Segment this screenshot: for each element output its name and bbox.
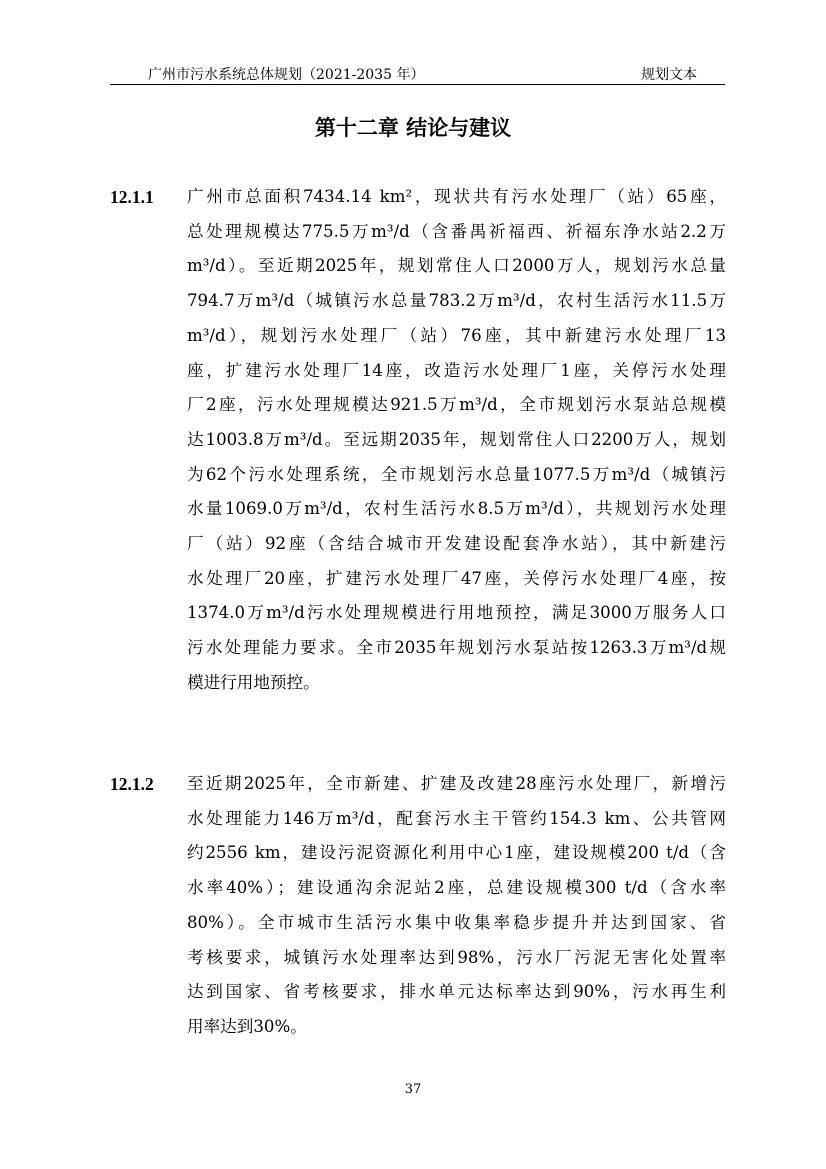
paragraph-line: 污水处理能力要求。全市2035年规划污水泵站按1263.3万m³/d规 bbox=[187, 638, 726, 658]
header-doc-type: 规划文本 bbox=[641, 67, 697, 83]
paragraph-line: 广州市总面积7434.14 km²，现状共有污水处理厂（站）65座， bbox=[187, 187, 726, 206]
section-number: 12.1.1 bbox=[110, 187, 154, 207]
paragraph-line: 用率达到30%。 bbox=[187, 1016, 307, 1036]
paragraph-line: 1374.0万m³/d污水处理规模进行用地预控，满足3000万服务人口 bbox=[187, 603, 726, 623]
paragraph-line: 总处理规模达775.5万m³/d（含番禺祈福西、祈福东净水站2.2万 bbox=[187, 221, 726, 241]
paragraph-line: 达到国家、省考核要求，排水单元达标率达到90%，污水再生利 bbox=[187, 982, 726, 1002]
page-header bbox=[110, 62, 725, 84]
paragraph-line: 模进行用地预控。 bbox=[187, 672, 320, 692]
paragraph-line: 水量1069.0万m³/d，农村生活污水8.5万m³/d），共规划污水处理 bbox=[187, 499, 726, 519]
header-title: 广州市污水系统总体规划（2021-2035 年） bbox=[148, 67, 425, 83]
paragraph-line: 考核要求，城镇污水处理率达到98%，污水厂污泥无害化处置率 bbox=[187, 947, 726, 967]
paragraph-line: 约2556 km，建设污泥资源化利用中心1座，建设规模200 t/d（含 bbox=[187, 843, 726, 863]
chapter-title: 第十二章 结论与建议 bbox=[314, 116, 512, 140]
paragraph-line: 厂（站）92座（含结合城市开发建设配套净水站），其中新建污 bbox=[187, 534, 726, 554]
paragraph-line: 厂2座，污水处理规模达921.5万m³/d，全市规划污水泵站总规模 bbox=[187, 395, 726, 415]
paragraph-line: 达1003.8万m³/d。至远期2035年，规划常住人口2200万人，规划 bbox=[187, 429, 726, 449]
paragraph-line: 至近期2025年，全市新建、扩建及改建28座污水处理厂，新增污 bbox=[187, 774, 726, 793]
paragraph-line: 座，扩建污水处理厂14座，改造污水处理厂1座，关停污水处理 bbox=[187, 360, 726, 380]
paragraph-line: m³/d）。至近期2025年，规划常住人口2000万人，规划污水总量 bbox=[187, 256, 726, 276]
paragraph-line: 为62个污水处理系统，全市规划污水总量1077.5万m³/d（城镇污 bbox=[187, 464, 726, 484]
section-paragraph bbox=[187, 180, 726, 701]
paragraph-line: 水率40%）；建设通沟余泥站2座，总建设规模300 t/d（含水率 bbox=[187, 878, 726, 898]
page-number: 37 bbox=[404, 1082, 422, 1097]
header-divider bbox=[110, 84, 725, 85]
paragraph-line: 794.7万m³/d（城镇污水总量783.2万m³/d，农村生活污水11.5万 bbox=[187, 291, 726, 311]
paragraph-line: 水处理厂20座，扩建污水处理厂47座，关停污水处理厂4座，按 bbox=[187, 568, 726, 588]
section-paragraph bbox=[187, 767, 726, 1045]
paragraph-line: 80%）。全市城市生活污水集中收集率稳步提升并达到国家、省 bbox=[187, 912, 726, 932]
section-number: 12.1.2 bbox=[110, 774, 154, 794]
paragraph-line: m³/d），规划污水处理厂（站）76座，其中新建污水处理厂13 bbox=[187, 325, 726, 345]
paragraph-line: 水处理能力146万m³/d，配套污水主干管约154.3 km、公共管网 bbox=[187, 808, 726, 828]
